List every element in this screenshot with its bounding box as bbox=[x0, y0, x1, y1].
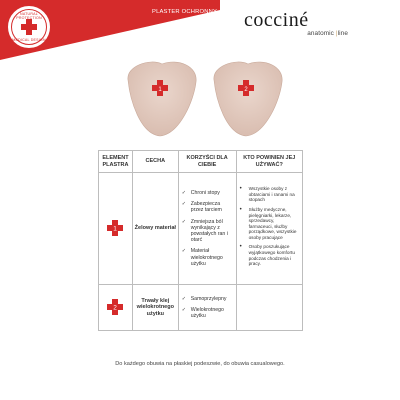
list-item: ✓ Chroni stopy bbox=[181, 189, 220, 196]
checkmark-icon: ✓ bbox=[181, 306, 186, 313]
list-item: • Służby medyczne, pielęgniarki, lekarze, sprzedawcy, farmaceuci, służby porządkowe, wszystkie osoby pracujące bbox=[239, 206, 297, 240]
header-benefits: KORZYŚCI DLA CIEBIE bbox=[178, 151, 236, 173]
list-item: ✓ Zabezpiecza przez tarciem bbox=[181, 201, 222, 214]
table-row bbox=[99, 173, 303, 285]
checkmark-icon: ✓ bbox=[181, 248, 186, 255]
pad-number-2: 2 bbox=[244, 86, 248, 93]
features-table bbox=[98, 150, 303, 331]
checkmark-icon: ✓ bbox=[181, 295, 186, 302]
product-title: PLASTER OCHRONNY bbox=[152, 9, 218, 15]
list-item: • Wszystkie osoby z obtarciami i ranami na stopach bbox=[239, 186, 295, 203]
red-cross-icon bbox=[106, 219, 124, 237]
table-row bbox=[99, 285, 303, 331]
checkmark-icon: ✓ bbox=[181, 189, 186, 196]
benefits-cell-1 bbox=[178, 173, 236, 285]
brand-name: cocciné bbox=[244, 9, 309, 31]
brand-subtitle: anatomic |line bbox=[307, 30, 348, 37]
checkmark-icon: ✓ bbox=[181, 218, 186, 225]
bullet-icon: • bbox=[239, 186, 242, 193]
pad-number-1: 1 bbox=[158, 86, 162, 93]
svg-text:2: 2 bbox=[113, 304, 118, 311]
benefits-cell-2 bbox=[178, 285, 236, 331]
red-cross-icon bbox=[106, 298, 124, 316]
checkmark-icon: ✓ bbox=[181, 201, 186, 208]
brand-logo bbox=[244, 10, 354, 37]
table-header-row bbox=[99, 151, 303, 173]
gel-pad-2 bbox=[214, 62, 282, 136]
svg-text:1: 1 bbox=[113, 225, 118, 232]
header-who: KTO POWINIEN JEJ UŻYWAĆ? bbox=[236, 151, 302, 173]
element-cell-2 bbox=[99, 285, 133, 331]
bullet-icon: • bbox=[239, 206, 242, 213]
list-item: ✓ Wielokrotnego użytku bbox=[181, 306, 224, 320]
bullet-icon: • bbox=[239, 244, 242, 251]
list-item: ✓ Zmniejsza ból wynikający z powstałych ran i otarć bbox=[181, 218, 228, 244]
header-feature: CECHA bbox=[132, 151, 178, 173]
header-element: ELEMENT PLASTRA bbox=[99, 151, 133, 173]
feature-cell-2: Trwały klej wielokrotnego użytku bbox=[132, 285, 178, 331]
gel-pads-illustration bbox=[120, 60, 290, 140]
list-item: • Osoby poszukujące wyjątkowego komfortu podczas chodzenia i pracy. bbox=[239, 244, 295, 267]
product-material: GELSKIN bbox=[176, 22, 203, 28]
gel-pad-1 bbox=[128, 62, 196, 136]
medical-badge-icon: NATURAL PROTECTION MEDICAL DESIGN bbox=[6, 4, 52, 50]
list-item: ✓ Samoprzylepny bbox=[181, 295, 227, 302]
list-item: ✓ Materiał wielokrotnego użytku bbox=[181, 248, 223, 267]
who-cell-2 bbox=[236, 285, 302, 331]
who-cell-1 bbox=[236, 173, 302, 285]
footer-note: Do każdego obuwia na płaskiej podeszwie, do obuwia casualowego. bbox=[115, 361, 285, 367]
element-cell-1 bbox=[99, 173, 133, 285]
feature-cell-1: Żelowy materiał bbox=[132, 173, 178, 285]
